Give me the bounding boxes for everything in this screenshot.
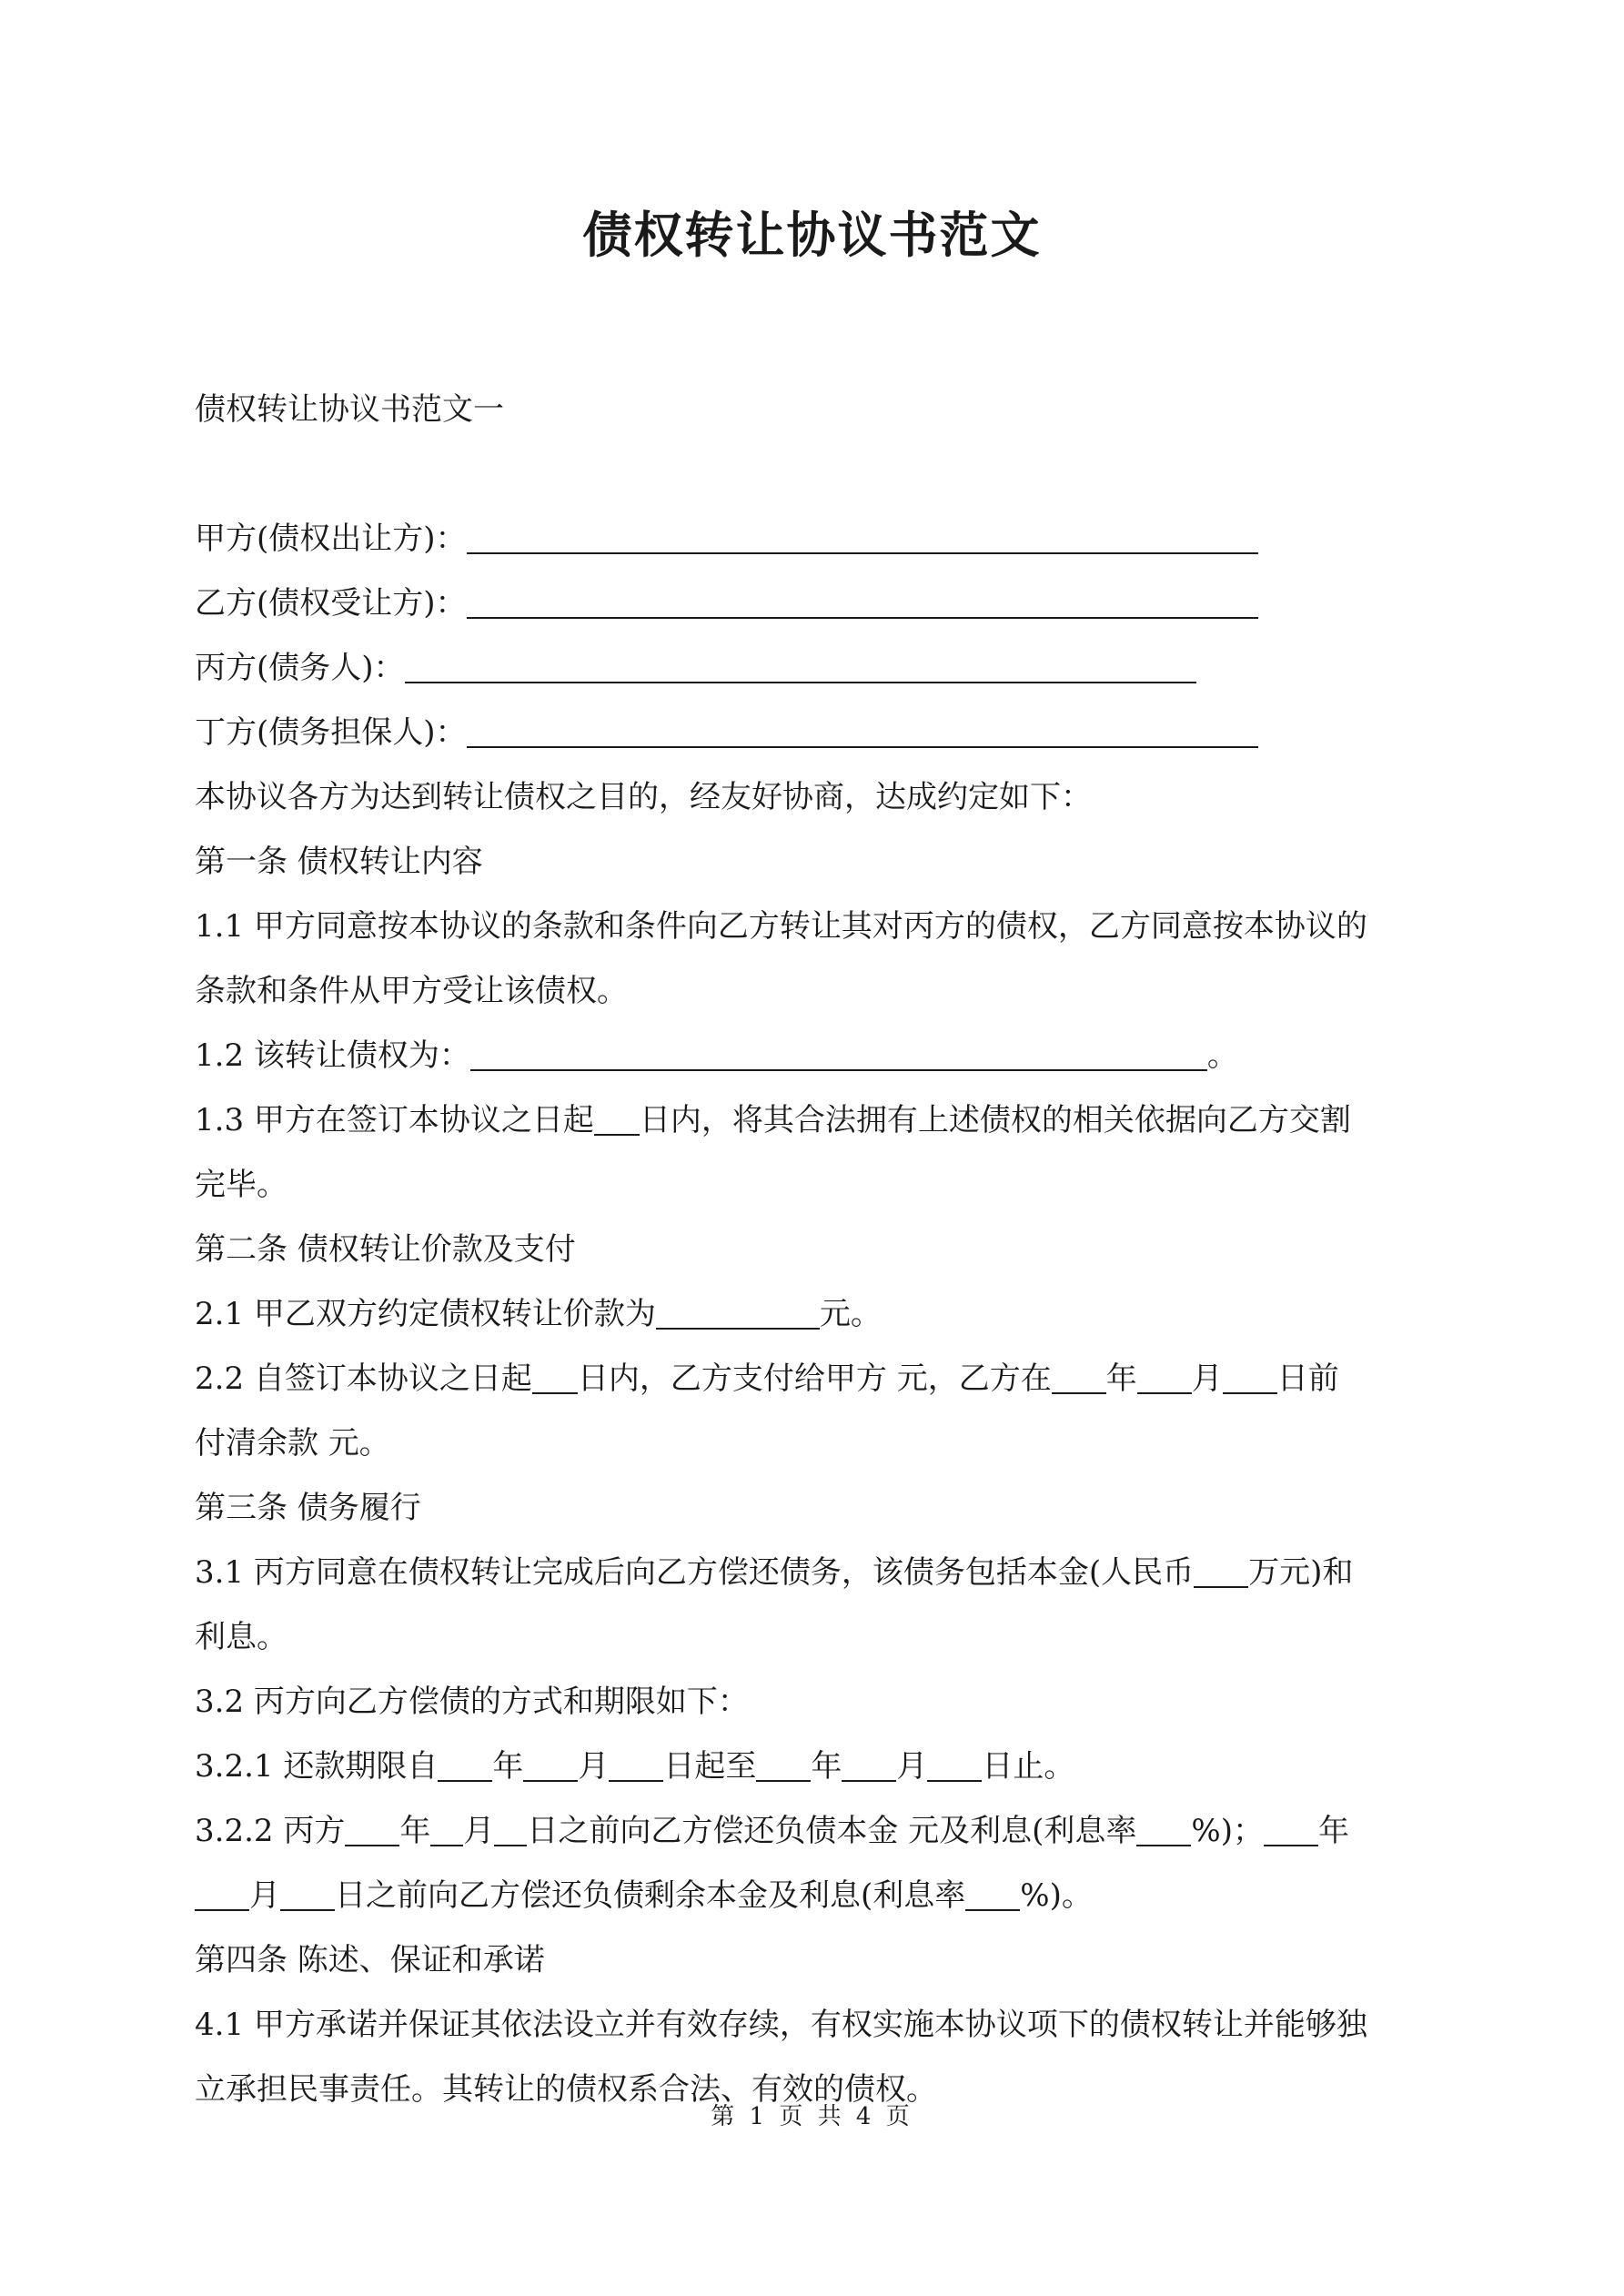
party-a-line bbox=[195, 507, 1441, 571]
clause-2-1 bbox=[195, 1282, 1441, 1347]
month-label: 月 bbox=[249, 1877, 280, 1914]
month-blank[interactable] bbox=[430, 1814, 463, 1846]
month-blank[interactable] bbox=[523, 1749, 578, 1782]
year-label: 年 bbox=[1105, 1360, 1137, 1397]
transferred-debt-blank[interactable] bbox=[470, 1038, 1207, 1071]
document-title: 债权转让协议书范文 bbox=[582, 206, 1042, 264]
month-label: 月 bbox=[578, 1748, 610, 1785]
clause-2-1-text: 2.1 甲乙双方约定债权转让价款为 bbox=[195, 1296, 656, 1332]
day-blank[interactable] bbox=[280, 1878, 335, 1911]
intro-paragraph: 本协议各方为达到转让债权之目的，经友好协商，达成约定如下： bbox=[195, 779, 1092, 815]
party-b-blank[interactable] bbox=[467, 586, 1258, 619]
clause-3-2-2-text: 3.2.2 丙方 bbox=[195, 1813, 346, 1849]
clause-3-2-2-line-2 bbox=[195, 1864, 1441, 1928]
year-label: 年 bbox=[1317, 1813, 1349, 1849]
principal-blank[interactable] bbox=[1194, 1555, 1248, 1588]
day-blank[interactable] bbox=[609, 1749, 663, 1782]
clause-3-2-1 bbox=[195, 1735, 1441, 1799]
clause-1-2-end: 。 bbox=[1206, 1037, 1238, 1074]
clause-1-3-line-1 bbox=[195, 1088, 1441, 1153]
rate-suffix: %)。 bbox=[1020, 1877, 1093, 1914]
clause-2-2-line-2: 付清余款 元。 bbox=[195, 1425, 390, 1462]
day-label: 日止。 bbox=[982, 1748, 1075, 1785]
subtitle: 债权转让协议书范文一 bbox=[195, 391, 504, 428]
party-a-label: 甲方(债权出让方)： bbox=[195, 521, 467, 557]
party-d-line bbox=[195, 701, 1441, 765]
price-blank[interactable] bbox=[656, 1297, 820, 1330]
article-4-heading: 第四条 陈述、保证和承诺 bbox=[195, 1942, 545, 1978]
clause-1-2 bbox=[195, 1024, 1441, 1088]
year-blank[interactable] bbox=[1264, 1814, 1318, 1846]
clause-3-2: 3.2 丙方向乙方偿债的方式和期限如下： bbox=[195, 1684, 749, 1720]
month-label: 月 bbox=[463, 1813, 495, 1849]
clause-2-2-text-a: 2.2 自签订本协议之日起 bbox=[195, 1360, 532, 1397]
party-a-blank[interactable] bbox=[467, 521, 1258, 554]
document-body bbox=[195, 378, 1441, 2122]
day-label: 日前 bbox=[1276, 1360, 1339, 1397]
day-blank[interactable] bbox=[927, 1749, 982, 1782]
clause-4-1-line-1: 4.1 甲方承诺并保证其依法设立并有效存续，有权实施本协议项下的债权转让并能够独 bbox=[195, 2007, 1367, 2043]
year-label: 年 bbox=[399, 1813, 431, 1849]
clause-3-1-end: 万元)和 bbox=[1248, 1554, 1354, 1591]
clause-1-2-text: 1.2 该转让债权为： bbox=[195, 1037, 470, 1074]
party-b-line bbox=[195, 571, 1441, 636]
party-c-blank[interactable] bbox=[405, 651, 1196, 683]
article-3-heading: 第三条 债务履行 bbox=[195, 1490, 421, 1526]
clause-3-1-text: 3.1 丙方同意在债权转让完成后向乙方偿还债务，该债务包括本金(人民币 bbox=[195, 1554, 1195, 1591]
party-c-line bbox=[195, 636, 1441, 701]
clause-3-1-line-2: 利息。 bbox=[195, 1619, 287, 1655]
year-blank[interactable] bbox=[438, 1749, 492, 1782]
clause-1-3-line-2: 完毕。 bbox=[195, 1167, 287, 1203]
clause-2-1-end: 元。 bbox=[819, 1296, 882, 1332]
clause-2-2-text-b: 日内，乙方支付给甲方 元，乙方在 bbox=[577, 1360, 1052, 1397]
clause-3-2-2-line-1 bbox=[195, 1799, 1441, 1864]
clause-1-3-text-a: 1.3 甲方在签订本协议之日起 bbox=[195, 1102, 594, 1138]
clause-1-3-text-b: 日内，将其合法拥有上述债权的相关依据向乙方交割 bbox=[639, 1102, 1351, 1138]
clause-3-2-1-text: 3.2.1 还款期限自 bbox=[195, 1748, 439, 1785]
day-blank[interactable] bbox=[494, 1814, 527, 1846]
rate-blank[interactable] bbox=[965, 1878, 1020, 1911]
clause-4-1-line-2: 立承担民事责任。其转让的债权系合法、有效的债权。 bbox=[195, 2071, 937, 2108]
clause-3-2-2-mid: 日之前向乙方偿还负债本金 元及利息(利息率 bbox=[527, 1813, 1137, 1849]
days-blank[interactable] bbox=[594, 1103, 640, 1136]
party-d-label: 丁方(债务担保人)： bbox=[195, 714, 467, 751]
clause-1-1-line-2: 条款和条件从甲方受让该债权。 bbox=[195, 973, 628, 1009]
month-label: 月 bbox=[1191, 1360, 1223, 1397]
day-label: 日起至 bbox=[663, 1748, 757, 1785]
month-label: 月 bbox=[896, 1748, 928, 1785]
month-blank[interactable] bbox=[195, 1878, 249, 1911]
article-1-heading: 第一条 债权转让内容 bbox=[195, 844, 483, 880]
party-c-label: 丙方(债务人)： bbox=[195, 650, 405, 686]
year-blank[interactable] bbox=[1052, 1361, 1106, 1394]
party-d-blank[interactable] bbox=[467, 715, 1258, 748]
spacer bbox=[195, 442, 1441, 507]
clause-2-2-line-1 bbox=[195, 1347, 1441, 1411]
clause-1-1-line-1: 1.1 甲方同意按本协议的条款和条件向乙方转让其对丙方的债权，乙方同意按本协议的 bbox=[195, 908, 1367, 945]
month-blank[interactable] bbox=[1137, 1361, 1192, 1394]
rate-blank[interactable] bbox=[1136, 1814, 1191, 1846]
year-blank[interactable] bbox=[756, 1749, 811, 1782]
month-blank[interactable] bbox=[842, 1749, 896, 1782]
year-label: 年 bbox=[492, 1748, 524, 1785]
days-blank[interactable] bbox=[532, 1361, 578, 1394]
day-blank[interactable] bbox=[1223, 1361, 1277, 1394]
party-b-label: 乙方(债权受让方)： bbox=[195, 585, 467, 622]
rate-suffix: %)； bbox=[1191, 1813, 1264, 1849]
clause-3-1-line-1 bbox=[195, 1541, 1441, 1605]
page-number: 第 1 页 共 4 页 bbox=[711, 2103, 913, 2130]
clause-3-2-2-line-2-text: 日之前向乙方偿还负债剩余本金及利息(利息率 bbox=[335, 1877, 966, 1914]
year-blank[interactable] bbox=[345, 1814, 399, 1846]
year-label: 年 bbox=[811, 1748, 842, 1785]
article-2-heading: 第二条 债权转让价款及支付 bbox=[195, 1231, 576, 1268]
